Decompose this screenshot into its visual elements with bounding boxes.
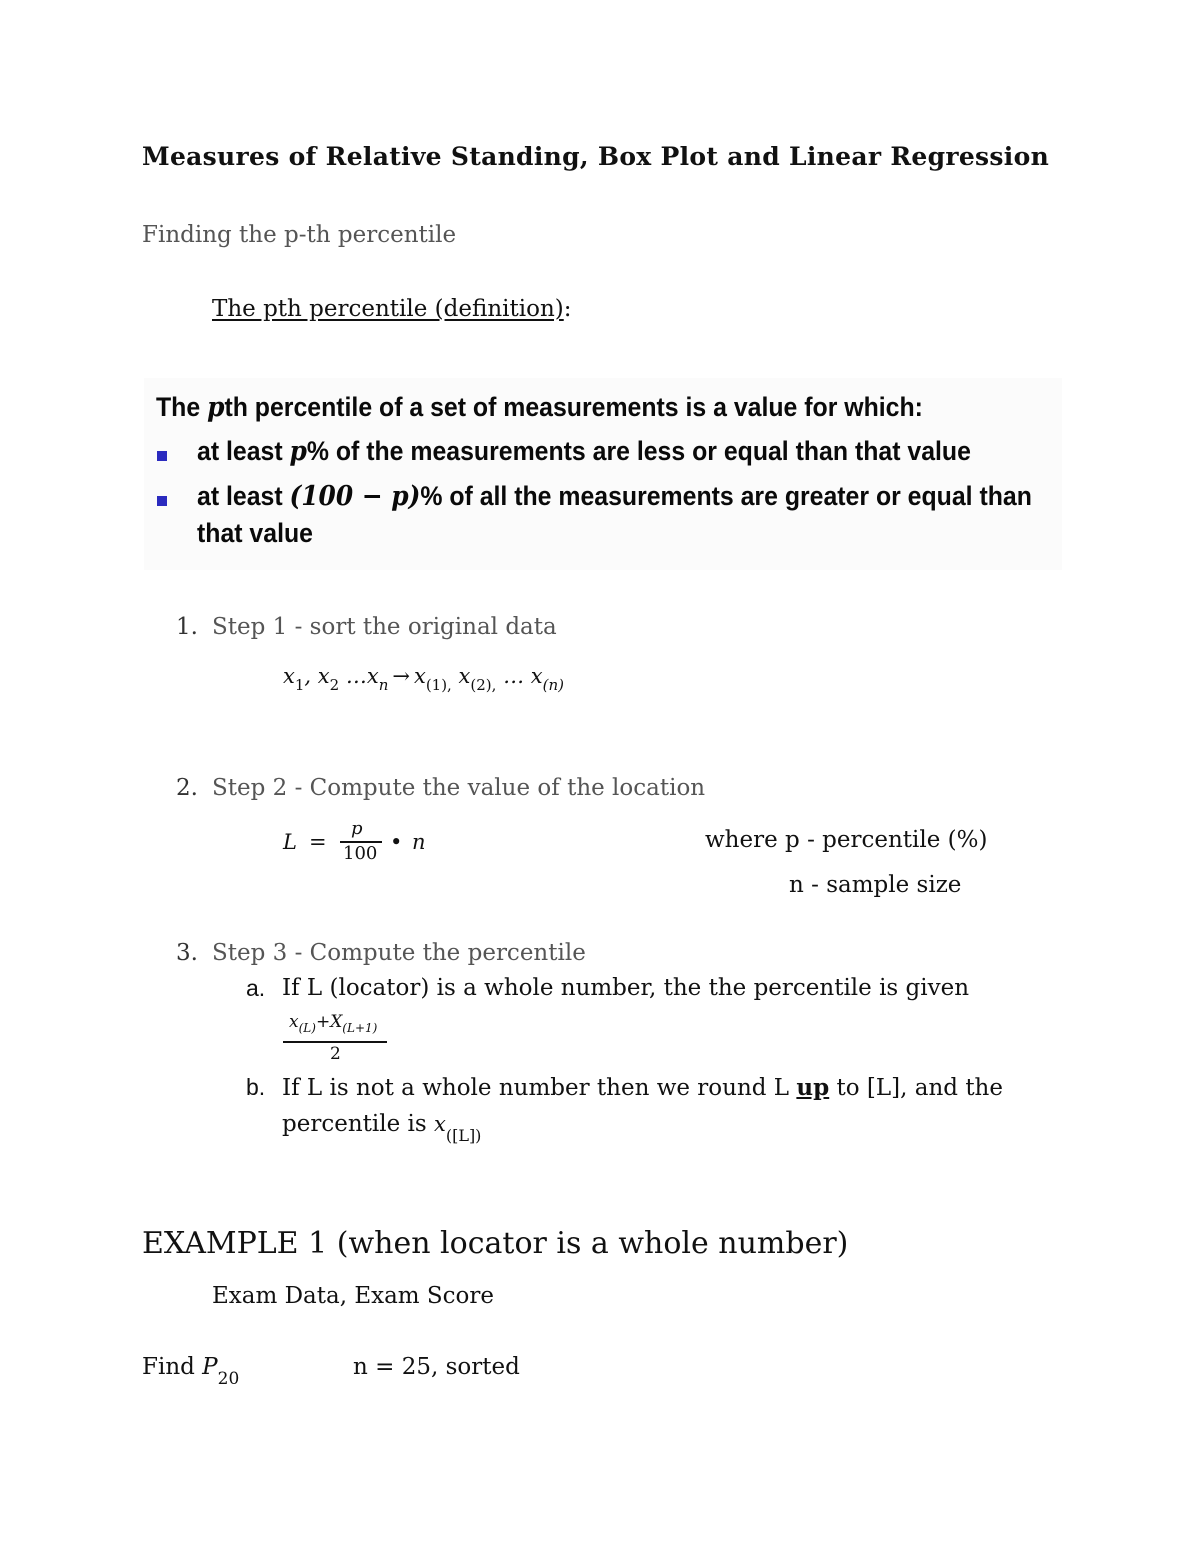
math-sub: (L) <box>298 1021 316 1035</box>
math-sub: 20 <box>217 1369 240 1389</box>
step3-b-label: b. <box>246 1074 266 1100</box>
math-sub: 2 <box>329 676 340 694</box>
math-sub: (L+1) <box>342 1021 378 1035</box>
math-var: X <box>330 1012 343 1032</box>
definition-line-part: The <box>156 392 208 422</box>
definition-line-p: p <box>207 392 225 423</box>
step3-a-denominator: 2 <box>330 1044 341 1064</box>
math-sub: 1 <box>294 676 305 694</box>
step-number: 1. <box>176 614 198 640</box>
step-number: 3. <box>176 940 198 966</box>
body-text: If L is not a whole number then we round L <box>282 1075 797 1101</box>
math-sub: ([L]) <box>445 1126 482 1145</box>
bullet-text: % of the measurements are less or equal than that value <box>306 436 971 466</box>
step2-n-note: n - sample size <box>789 872 962 898</box>
math-sub: (1), <box>425 676 452 694</box>
definition-bullet-2-cont: that value <box>197 518 313 548</box>
step2-numerator: p <box>351 818 363 839</box>
math-var: x <box>283 664 295 688</box>
definition-heading <box>212 296 571 322</box>
step3-a-numerator <box>289 1012 377 1035</box>
step-text: Step 2 - Compute the value of the location <box>212 775 706 801</box>
bullet-text: at least <box>197 436 290 466</box>
bullet-square-icon <box>157 451 167 461</box>
step-3 <box>176 940 586 966</box>
bullet-expression: (100 − p) <box>289 481 421 512</box>
step2-denominator: 100 <box>343 843 378 864</box>
math-var: …x <box>345 664 379 688</box>
step2-n: n <box>412 830 426 854</box>
step2-lhs <box>283 830 327 854</box>
bullet-p: p <box>289 436 307 467</box>
math-plus: + <box>315 1012 331 1032</box>
page-title: Measures of Relative Standing, Box Plot and Linear Regression <box>142 142 1050 171</box>
bullet-text: at least <box>197 481 290 511</box>
step-text: Step 3 - Compute the percentile <box>212 940 586 966</box>
math-sub: (n) <box>542 676 564 694</box>
definition-heading-text: The pth percentile (definition) <box>212 296 564 322</box>
step-1 <box>176 614 557 640</box>
definition-line-part: th percentile of a set of measurements is a value for which: <box>224 392 923 422</box>
step3-a-label: a. <box>246 975 266 1001</box>
body-text: percentile is <box>282 1111 434 1137</box>
math-equals: = <box>308 830 327 854</box>
example-heading: EXAMPLE 1 (when locator is a whole number) <box>142 1226 849 1261</box>
definition-bullet-2 <box>197 481 1032 512</box>
step-text: Step 1 - sort the original data <box>212 614 557 640</box>
definition-bullet-1 <box>197 436 971 467</box>
math-var: x <box>413 664 426 688</box>
step-2 <box>176 775 705 801</box>
body-text: Find <box>142 1354 203 1380</box>
definition-line <box>156 392 923 423</box>
math-sub: (2), <box>470 676 497 694</box>
step3-b-text <box>282 1074 1003 1101</box>
arrow-icon: → <box>392 664 410 688</box>
fraction-line <box>283 1041 387 1043</box>
math-sub: n <box>378 676 389 694</box>
step3-b-text-cont <box>282 1111 481 1145</box>
example-data-line: Exam Data, Exam Score <box>212 1283 495 1309</box>
step2-dot: • <box>390 830 403 854</box>
section-subheading: Finding the p-th percentile <box>142 222 457 248</box>
bullet-text: % of all the measurements are greater or equal than <box>420 481 1032 511</box>
bullet-square-icon <box>157 496 167 506</box>
math-var: x <box>317 664 330 688</box>
step1-formula <box>283 664 564 694</box>
math-var: P <box>202 1354 218 1380</box>
definition-heading-colon: : <box>563 296 572 322</box>
step-number: 2. <box>176 775 198 801</box>
math-var: x <box>433 1112 446 1136</box>
body-text: to [L], and the <box>829 1075 1003 1101</box>
math-var: … x <box>503 664 543 688</box>
math-var: x <box>289 1012 299 1032</box>
math-var: x <box>458 664 471 688</box>
math-comma: , <box>304 664 312 688</box>
math-var: L <box>283 830 297 854</box>
emphasis-up: up <box>796 1074 830 1101</box>
step3-a-text: If L (locator) is a whole number, the the percentile is given <box>282 975 970 1001</box>
step2-where-note: where p - percentile (%) <box>705 827 988 853</box>
example-n-sorted: n = 25, sorted <box>353 1354 520 1380</box>
example-find <box>142 1354 239 1389</box>
